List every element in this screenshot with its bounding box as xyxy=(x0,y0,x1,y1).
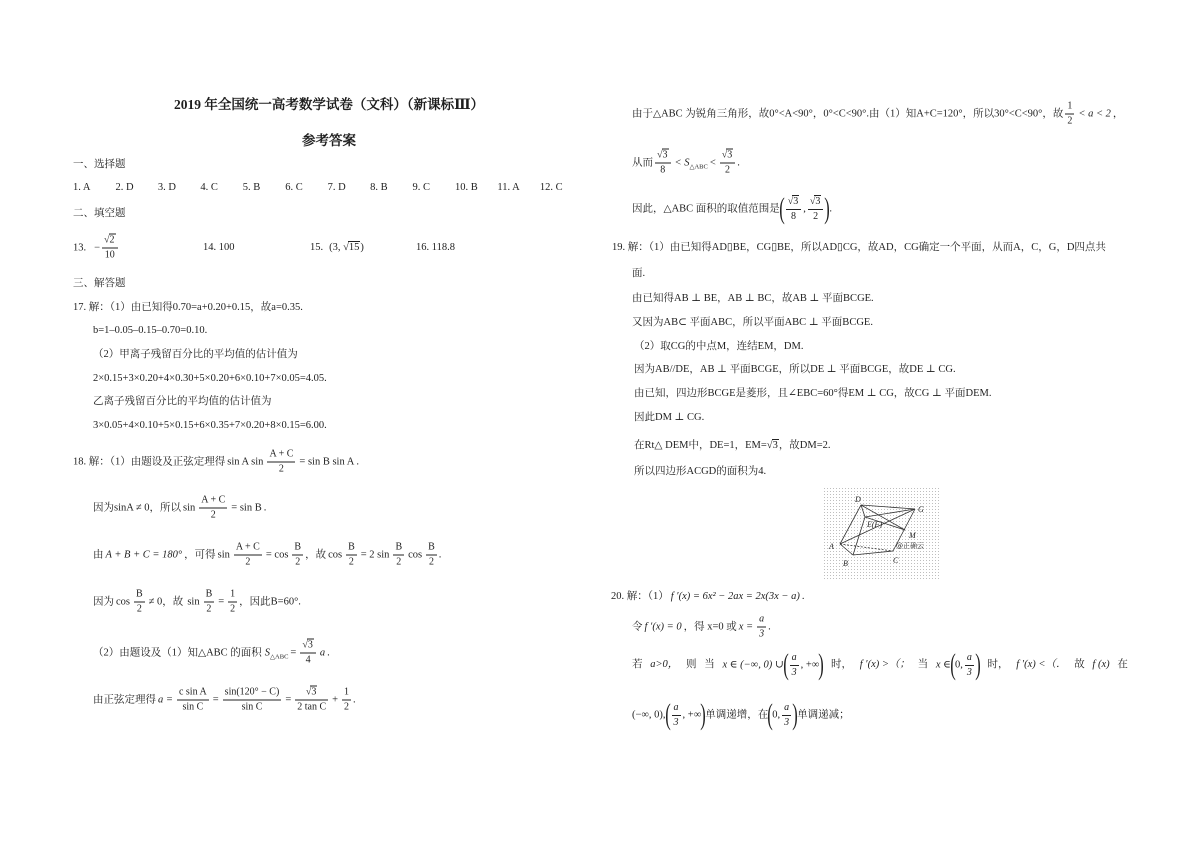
q18-line-2 xyxy=(93,495,266,522)
denominator: 2 xyxy=(396,556,402,568)
answer-q13 xyxy=(73,235,120,262)
fraction xyxy=(292,542,303,569)
math-segment: + xyxy=(332,694,339,706)
numerator xyxy=(808,196,824,210)
fraction xyxy=(346,542,357,569)
math-segment: f ′(x) >（； xyxy=(859,659,910,670)
text-segment: ， xyxy=(1112,108,1124,120)
q18-cont-line-3 xyxy=(632,192,833,225)
q18-line-4 xyxy=(93,589,301,616)
denominator: 3 xyxy=(673,716,679,728)
fraction xyxy=(790,652,799,679)
choice-answer: 11. A xyxy=(497,182,520,193)
text-segment: 当 xyxy=(704,659,715,670)
fraction xyxy=(342,687,351,714)
denominator: 4 xyxy=(305,654,311,666)
q17-line-1: 17. 解：（1）由已知得0.70=a+0.20+0.15，故a=0.35. xyxy=(73,302,303,313)
q17-line-2: b=1–0.05–0.15–0.70=0.10. xyxy=(93,325,208,336)
text-segment: 故 xyxy=(1074,659,1085,670)
q17-line-3: （2）甲离子残留百分比的平均值的估计值为 xyxy=(93,349,298,360)
denominator: 2 xyxy=(344,701,350,713)
math-segment: cos xyxy=(408,549,423,561)
text-segment: 在Rt△ DEM中，DE=1，EM= xyxy=(634,440,767,451)
text-segment: 由正弦定理得 xyxy=(93,694,156,706)
denominator: 3 xyxy=(784,716,790,728)
math-segment: = xyxy=(285,694,292,706)
fraction xyxy=(204,589,215,616)
denominator: 2 xyxy=(230,603,236,615)
subscript: △ABC xyxy=(270,653,289,661)
fraction xyxy=(177,687,209,714)
fraction xyxy=(234,542,262,569)
fraction xyxy=(720,150,736,177)
text-segment: 若 xyxy=(632,659,643,670)
text-segment: 时， xyxy=(831,659,853,670)
answer-q14: 14. 100 xyxy=(203,242,235,253)
text-segment: . xyxy=(438,549,442,561)
math-segment: = sin B xyxy=(231,502,262,514)
math-segment: sin A sin xyxy=(227,456,264,468)
big-left-paren: ( xyxy=(767,698,773,731)
denominator: sin C xyxy=(182,701,204,713)
answer-q15 xyxy=(310,241,364,255)
subscript: △ABC xyxy=(689,163,708,171)
fraction xyxy=(672,702,681,729)
section-heading-solutions: 三、解答题 xyxy=(73,278,126,289)
radicand: 15 xyxy=(348,242,360,253)
math-segment: a = xyxy=(158,694,173,706)
math-segment: 0, xyxy=(954,659,963,671)
text-segment: 单调递增，在 xyxy=(705,709,769,721)
fraction xyxy=(223,687,282,714)
math-symbol: S xyxy=(264,647,271,659)
math-segment: cos xyxy=(116,596,130,608)
choice-answer: 1. A xyxy=(73,182,91,193)
numerator: sin(120° − C) xyxy=(223,687,282,701)
q20-line-4 xyxy=(632,698,850,731)
choice-answer: 12. C xyxy=(539,182,563,193)
fraction xyxy=(782,702,791,729)
math-segment: = xyxy=(290,647,297,659)
q20-line-2 xyxy=(632,614,771,641)
text-segment: ) xyxy=(360,242,364,253)
numerator: B xyxy=(292,542,303,556)
denominator: 10 xyxy=(104,249,115,261)
numerator xyxy=(655,150,671,164)
fraction xyxy=(965,652,974,679)
choice-answer: 10. B xyxy=(454,182,478,193)
big-right-paren: ) xyxy=(700,698,706,731)
question-number: 13. xyxy=(73,242,87,254)
fraction xyxy=(757,614,766,641)
math-segment: sin xyxy=(217,549,230,561)
math-segment: < xyxy=(709,157,716,169)
text-segment: （2）由题设及（1）知△ABC 的面积 xyxy=(93,647,262,659)
numerator: a xyxy=(672,702,681,716)
math-segment: x ∈ (−∞, 0) ∪ xyxy=(722,659,784,671)
numerator: c sin A xyxy=(177,687,209,701)
choice-answer: 7. D xyxy=(327,182,346,193)
numerator: B xyxy=(134,589,145,603)
math-segment: x = xyxy=(738,621,754,633)
question-number: 15. xyxy=(310,242,324,253)
text-segment: 从而 xyxy=(632,157,653,169)
q17-line-4: 2×0.15+3×0.20+4×0.30+5×0.20+6×0.10+7×0.05=4.05. xyxy=(93,373,327,384)
math-segment: ≠ 0，故 xyxy=(148,596,184,608)
numerator: B xyxy=(393,542,404,556)
radicand: 3 xyxy=(662,149,668,161)
q18-line-5 xyxy=(93,640,330,667)
radicand: 2 xyxy=(109,234,115,246)
radicand: 3 xyxy=(793,195,799,207)
choice-answer: 9. C xyxy=(412,182,431,193)
numerator xyxy=(102,235,118,249)
q19-line-3: 由已知得AB ⊥ BE，AB ⊥ BC，故AB ⊥ 平面BCGE. xyxy=(632,293,874,304)
page-title: 2019 年全国统一高考数学试卷（文科）（新课标Ⅲ） xyxy=(173,97,485,112)
text-segment: 令 xyxy=(632,621,643,633)
math-segment: x ∈ xyxy=(935,659,951,671)
choice-answer: 4. C xyxy=(200,182,218,193)
text-segment: 20. 解：（1） xyxy=(611,591,669,602)
numerator xyxy=(300,640,316,654)
text-segment: 则 xyxy=(686,659,697,670)
choice-answer: 2. D xyxy=(115,182,134,193)
denominator: 8 xyxy=(791,210,797,222)
math-segment: A + B + C = 180° xyxy=(105,549,183,561)
numerator: a xyxy=(757,614,766,628)
dotted-background xyxy=(823,487,941,579)
big-right-paren: ) xyxy=(792,698,798,731)
text-segment: 18. 解：（1）由题设及正弦定理得 xyxy=(73,456,226,468)
choice-answer: 6. C xyxy=(285,182,303,193)
math-segment: , +∞ xyxy=(800,659,820,671)
math-segment: f ′(x) = 0 xyxy=(644,621,682,633)
math-segment: a xyxy=(319,647,326,659)
math-segment: 0, xyxy=(772,709,781,721)
q18-line-6 xyxy=(93,687,356,714)
denominator: 2 xyxy=(1067,115,1073,127)
math-segment: = xyxy=(212,694,219,706)
q19-line-5: （2）取CG的中点M，连结EM，DM. xyxy=(634,341,804,352)
text-segment: 由于△ABC 为锐角三角形，故0°<A<90°，0°<C<90°.由（1）知A+C=120°，所以30°<C<90°，故 xyxy=(632,108,1064,120)
denominator: 2 xyxy=(206,603,212,615)
choice-answer: 8. B xyxy=(370,182,388,193)
numerator xyxy=(295,687,328,701)
text-segment: ，故DM=2. xyxy=(778,440,831,451)
math-segment: f (x) xyxy=(1092,659,1110,670)
text-segment: 当 xyxy=(917,659,929,670)
sqrt-sign: √ xyxy=(657,149,663,161)
q20-line-1 xyxy=(611,590,805,604)
big-right-paren: ) xyxy=(818,648,825,681)
radicand: 3 xyxy=(815,195,821,207)
denominator: 2 xyxy=(210,509,216,521)
q18-cont-line-2 xyxy=(632,150,740,177)
numerator: A + C xyxy=(234,542,262,556)
fraction xyxy=(295,687,328,714)
fraction xyxy=(426,542,437,569)
interval-group xyxy=(722,648,825,681)
q19-line-9 xyxy=(634,439,831,453)
sqrt-sign: √ xyxy=(302,639,308,651)
denominator: sin C xyxy=(241,701,263,713)
math-segment: = xyxy=(218,596,225,608)
page-subtitle: 参考答案 xyxy=(302,133,356,148)
q18-line-1 xyxy=(73,449,359,476)
fraction xyxy=(786,196,802,223)
q19-line-2: 面. xyxy=(632,268,646,279)
big-left-paren: ( xyxy=(779,192,785,225)
math-segment: sin xyxy=(183,502,196,514)
denominator: 2 xyxy=(295,556,301,568)
numerator: B xyxy=(346,542,357,556)
sqrt-sign: √ xyxy=(787,195,794,207)
fraction xyxy=(267,449,295,476)
denominator: 2 tan C xyxy=(297,701,327,713)
q19-line-7: 由已知，四边形BCGE是菱形，且∠EBC=60°得EM ⊥ CG，故CG ⊥ 平面DEM. xyxy=(634,388,992,399)
radicand: 3 xyxy=(311,686,317,698)
numerator: 1 xyxy=(228,589,237,603)
sqrt-sign: √ xyxy=(809,195,816,207)
math-segment: f ′(x) <（． xyxy=(1016,659,1067,670)
math-segment: , +∞ xyxy=(682,709,702,721)
math-segment: = cos xyxy=(265,549,289,561)
numerator: B xyxy=(204,589,215,603)
interval-group xyxy=(935,648,981,681)
denominator: 2 xyxy=(136,603,142,615)
math-segment: < a < 2 xyxy=(1078,108,1111,120)
q19-line-1: 19. 解：（1）由已知得AD▯BE，CG▯BE，所以AD▯CG，故AD，CG确定一个平面，从而A，C，G，D四点共 xyxy=(612,242,1106,253)
q18-line-3 xyxy=(93,542,441,569)
q19-line-10: 所以四边形ACGD的面积为4. xyxy=(634,466,767,477)
text-segment: . xyxy=(829,203,833,215)
solid-geometry-figure xyxy=(823,487,941,579)
sqrt-sign: √ xyxy=(766,440,773,451)
text-segment: ，因此B=60°. xyxy=(239,596,301,608)
denominator: 3 xyxy=(759,628,765,640)
math-segment: a>0， xyxy=(650,659,679,670)
math-segment: = sin B sin A xyxy=(299,456,355,468)
fraction xyxy=(102,235,118,262)
sqrt-sign: √ xyxy=(721,149,728,161)
big-left-paren: ( xyxy=(782,648,789,681)
vertex-label-g: G xyxy=(918,505,924,514)
sqrt-sign: √ xyxy=(343,242,349,253)
math-segment: , xyxy=(803,203,806,215)
denominator: 2 xyxy=(278,463,284,475)
section-heading-choice: 一、选择题 xyxy=(73,159,126,170)
text-segment: . xyxy=(356,456,359,468)
text-segment: ，得 x=0 或 xyxy=(683,621,737,633)
denominator: 3 xyxy=(791,666,797,678)
watermark: @正确云 xyxy=(896,542,924,550)
minus-sign: − xyxy=(94,242,101,254)
numerator: a xyxy=(965,652,974,666)
text-segment: 由 xyxy=(93,549,104,561)
text-segment: . xyxy=(353,694,356,706)
text-segment: ，可得 xyxy=(184,549,216,561)
fraction xyxy=(199,495,227,522)
q17-line-6: 3×0.05+4×0.10+5×0.15+6×0.35+7×0.20+8×0.15=6.00. xyxy=(93,420,327,431)
choice-answers-row xyxy=(73,181,582,195)
text-segment: ，故 xyxy=(305,549,327,561)
numerator: 1 xyxy=(342,687,351,701)
numerator xyxy=(786,196,802,210)
denominator: 2 xyxy=(245,556,251,568)
vertex-label-a: A xyxy=(829,542,834,551)
denominator: 2 xyxy=(348,556,354,568)
numerator: A + C xyxy=(267,449,295,463)
text-segment: . xyxy=(801,591,805,602)
numerator xyxy=(720,150,736,164)
denominator: 2 xyxy=(813,210,819,222)
text-segment: . xyxy=(768,621,771,633)
q19-line-8: 因此DM ⊥ CG. xyxy=(634,412,705,423)
big-right-paren: ) xyxy=(975,648,981,681)
text-segment: 因为sinA ≠ 0，所以 xyxy=(93,502,182,514)
choice-answer: 3. D xyxy=(157,182,176,193)
math-segment: < S xyxy=(674,157,690,169)
fraction xyxy=(228,589,237,616)
q20-line-3 xyxy=(632,648,1128,681)
math-segment: f ′(x) = 6x² − 2ax = 2x(3x − a) xyxy=(670,591,800,602)
choice-answer: 5. B xyxy=(242,182,261,193)
fraction xyxy=(134,589,145,616)
big-left-paren: ( xyxy=(950,648,956,681)
numerator: A + C xyxy=(199,495,227,509)
fraction xyxy=(808,196,824,223)
text-segment: 时， xyxy=(987,659,1009,670)
numerator: a xyxy=(790,652,799,666)
q19-line-6: 因为AB//DE，AB ⊥ 平面BCGE，所以DE ⊥ 平面BCGE，故DE ⊥ CG. xyxy=(634,364,956,375)
fraction xyxy=(655,150,671,177)
denominator: 2 xyxy=(725,164,731,176)
fraction xyxy=(1065,101,1074,128)
math-segment: (−∞, 0), xyxy=(632,709,666,721)
math-segment: sin xyxy=(187,596,200,608)
numerator: B xyxy=(426,542,437,556)
vertex-label-b: B xyxy=(843,559,848,568)
vertex-label-d: D xyxy=(855,495,861,504)
q17-line-5: 乙离子残留百分比的平均值的估计值为 xyxy=(93,396,272,407)
text-segment: 单调递减； xyxy=(797,709,850,721)
text-segment: (3, xyxy=(329,242,344,253)
fraction xyxy=(393,542,404,569)
text-segment: . xyxy=(327,647,330,659)
text-segment: . xyxy=(737,157,740,169)
vertex-label-m: M xyxy=(909,531,916,540)
numerator: a xyxy=(782,702,791,716)
vertex-label-e: E(F) xyxy=(867,520,883,529)
q18-cont-line-1 xyxy=(632,101,1123,128)
answer-q16: 16. 118.8 xyxy=(416,242,455,253)
math-segment: cos xyxy=(328,549,343,561)
sqrt-sign: √ xyxy=(104,234,110,246)
radicand: 3 xyxy=(307,639,313,651)
math-segment: = 2 sin xyxy=(360,549,390,561)
text-segment: . xyxy=(263,502,267,514)
text-segment: 因此，△ABC 面积的取值范围是 xyxy=(632,203,780,215)
text-segment: 因为 xyxy=(93,596,114,608)
big-left-paren: ( xyxy=(664,698,671,731)
fraction xyxy=(300,640,316,667)
sqrt-sign: √ xyxy=(305,686,312,698)
q19-line-4: 又因为AB⊂ 平面ABC，所以平面ABC ⊥ 平面BCGE. xyxy=(632,317,873,328)
big-right-paren: ) xyxy=(824,192,831,225)
denominator: 2 xyxy=(428,556,434,568)
radicand: 3 xyxy=(727,149,733,161)
section-heading-fill: 二、填空题 xyxy=(73,208,126,219)
denominator: 3 xyxy=(966,666,972,678)
numerator: 1 xyxy=(1065,101,1074,115)
radicand: 3 xyxy=(772,440,778,451)
denominator: 8 xyxy=(660,164,666,176)
vertex-label-c: C xyxy=(893,556,899,565)
text-segment: 在 xyxy=(1117,659,1128,670)
